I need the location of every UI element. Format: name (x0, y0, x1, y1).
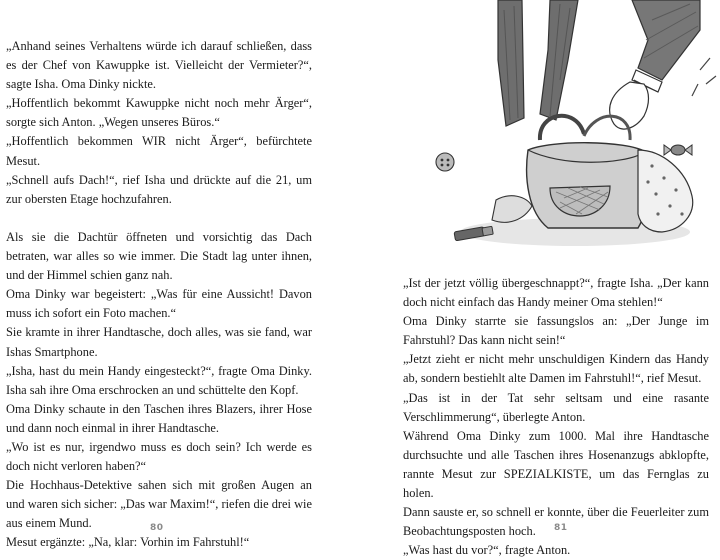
paragraph: „Isha, hast du mein Handy eingesteckt?“, fragte Oma Dinky. Isha sah ihre Oma erschrocken an und schüttelte den Kopf. (6, 363, 312, 397)
paragraph: „Hoffentlich bekommt Kawuppke nicht noch mehr Ärger“, sorgte sich Anton. „Wegen unseres Büros.“ (6, 96, 312, 130)
paragraph: Als sie die Dachtür öffneten und vorsichtig das Dach betraten, war alles so wie immer. Die Stadt lag unter ihnen, und der Himmel schien ganz nah. (6, 229, 312, 283)
paragraph: „Wo ist es nur, irgendwo muss es doch sein? Ich werde es doch nicht verloren haben?“ (6, 439, 312, 474)
paragraph: Oma Dinky schaute in den Taschen ihres Blazers, ihrer Hose und dann noch einmal in ihrer Handtasche. (6, 401, 312, 435)
paragraph: Die Hochhaus-Detektive sahen sich mit großen Augen an und waren sich sicher: „Das war Maxim!“, riefen die drei wie aus einem Mund. (6, 478, 312, 531)
paragraph: Mesut ergänzte: „Na, klar: Vorhin im Fahrstuhl!“ (6, 535, 250, 550)
right-page (360, 0, 720, 558)
paragraph: „Hoffentlich bekommen WIR nicht Ärger“, befürchtete Mesut. (6, 134, 312, 168)
left-page (0, 0, 360, 550)
paragraph: „Jetzt zieht er nicht mehr unschuldigen Kindern das Handy ab, sondern bestiehlt alte Damen im Fahrstuhl!“, rief Mesut. (403, 352, 709, 386)
paragraph: „Schnell aufs Dach!“, rief Isha und drückte auf die 21, um zur obersten Etage hochzufahren. (6, 172, 312, 206)
page-number: 80 (150, 523, 164, 533)
paragraph: „Das ist in der Tat sehr seltsam und eine rasante Verschlimmerung“, überlegte Anton. (403, 390, 709, 424)
paragraph: Sie kramte in ihrer Handtasche, doch alles, was sie fand, war Ishas Smartphone. (6, 325, 312, 359)
page-number: 81 (554, 523, 568, 533)
paragraph: „Was hast du vor?“, fragte Anton. (403, 543, 571, 558)
handbag-illustration (400, 0, 720, 265)
paragraph: Während Oma Dinky zum 1000. Mal ihre Handtasche durchsuchte und alle Taschen ihres Hosenanzugs abklopfte, rannte Mesut zur SPEZIALKISTE, um das Fernglas zu holen. (403, 428, 709, 501)
paragraph: „Ist der jetzt völlig übergeschnappt?“, fragte Isha. „Der kann doch nicht einfach das Handy meiner Oma stehlen!“ (403, 276, 709, 310)
paragraph: Oma Dinky starrte sie fassungslos an: „Der Junge im Fahrstuhl? Das kann nicht sein!“ (403, 314, 709, 348)
paragraph: Oma Dinky war begeistert: „Was für eine Aussicht! Davon muss ich sofort ein Foto machen.“ (6, 287, 312, 321)
paragraph: „Anhand seines Verhaltens würde ich darauf schließen, dass es der Chef von Kawuppke ist. Vielleicht der Vermieter?“, sagte Isha. Oma Dinky nickte. (6, 39, 312, 92)
right-page-text (403, 274, 709, 560)
left-page-text (6, 37, 312, 553)
paragraph: Dann sauste er, so schnell er konnte, über die Feuerleiter zum Beobachtungsposten hoch. (403, 505, 709, 539)
